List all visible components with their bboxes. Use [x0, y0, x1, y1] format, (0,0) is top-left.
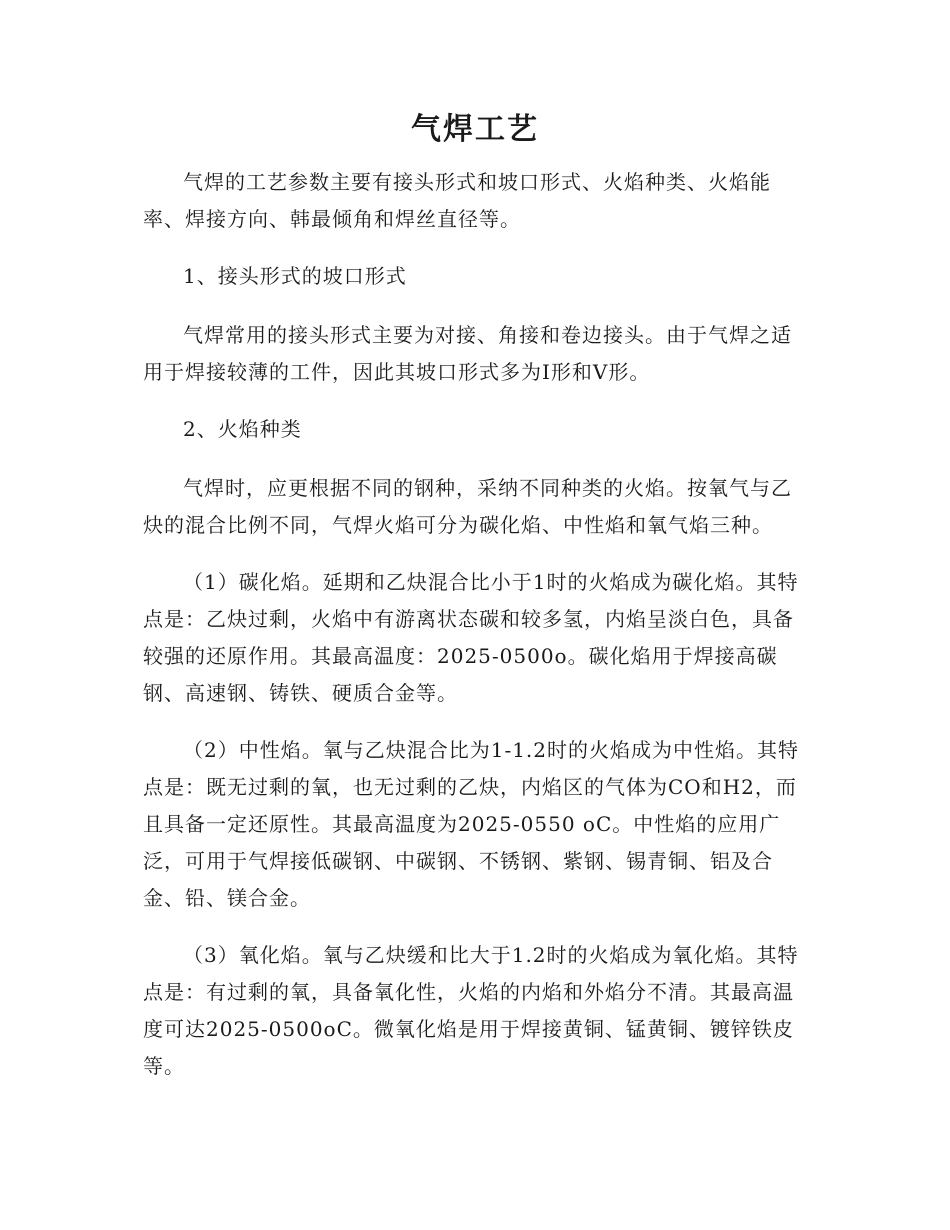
paragraph-neutral-flame: （2）中性焰。氧与乙炔混合比为1-1.2时的火焰成为中性焰。其特点是：既无过剩的氧，也无过剩的乙炔，内焰区的气体为CO和H2，而且具备一定还原性。其最高温度为2025-0550 oC。中性焰的应用广泛，可用于气焊接低碳钢、中碳钢、不锈钢、紫钢、锡青铜、铝及合金、铅、镁合金。: [143, 738, 800, 910]
document-title: 气焊工艺: [411, 112, 539, 147]
section-heading-flame-types: 2、火焰种类: [183, 417, 302, 441]
paragraph-carburizing-flame: （1）碳化焰。延期和乙炔混合比小于1时的火焰成为碳化焰。其特点是：乙炔过剩，火焰中有游离状态碳和较多氢，内焰呈淡白色，具备较强的还原作用。其最高温度：2025-0500o。碳化焰用于焊接高碳钢、高速钢、铸铁、硬质合金等。: [143, 570, 799, 705]
section-heading-joint-form: 1、接头形式的坡口形式: [183, 264, 407, 288]
paragraph-flame-types: 气焊时，应更根据不同的钢种，采纳不同种类的火焰。按氧气与乙炔的混合比例不同，气焊火焰可分为碳化焰、中性焰和氧气焰三种。: [143, 476, 792, 537]
paragraph-oxidizing-flame: （3）氧化焰。氧与乙炔缓和比大于1.2时的火焰成为氧化焰。其特点是：有过剩的氧，具备氧化性，火焰的内焰和外焰分不清。其最高温度可达2025-0500oC。微氧化焰是用于焊接黄铜、锰黄铜、镀锌铁皮等。: [143, 943, 799, 1078]
paragraph-joint-form: 气焊常用的接头形式主要为对接、角接和卷边接头。由于气焊之适用于焊接较薄的工件，因此其坡口形式多为Ⅰ形和Ⅴ形。: [143, 323, 792, 384]
paragraph-intro: 气焊的工艺参数主要有接头形式和坡口形式、火焰种类、火焰能率、焊接方向、韩最倾角和焊丝直径等。: [143, 170, 771, 231]
document-body: [143, 164, 811, 1105]
